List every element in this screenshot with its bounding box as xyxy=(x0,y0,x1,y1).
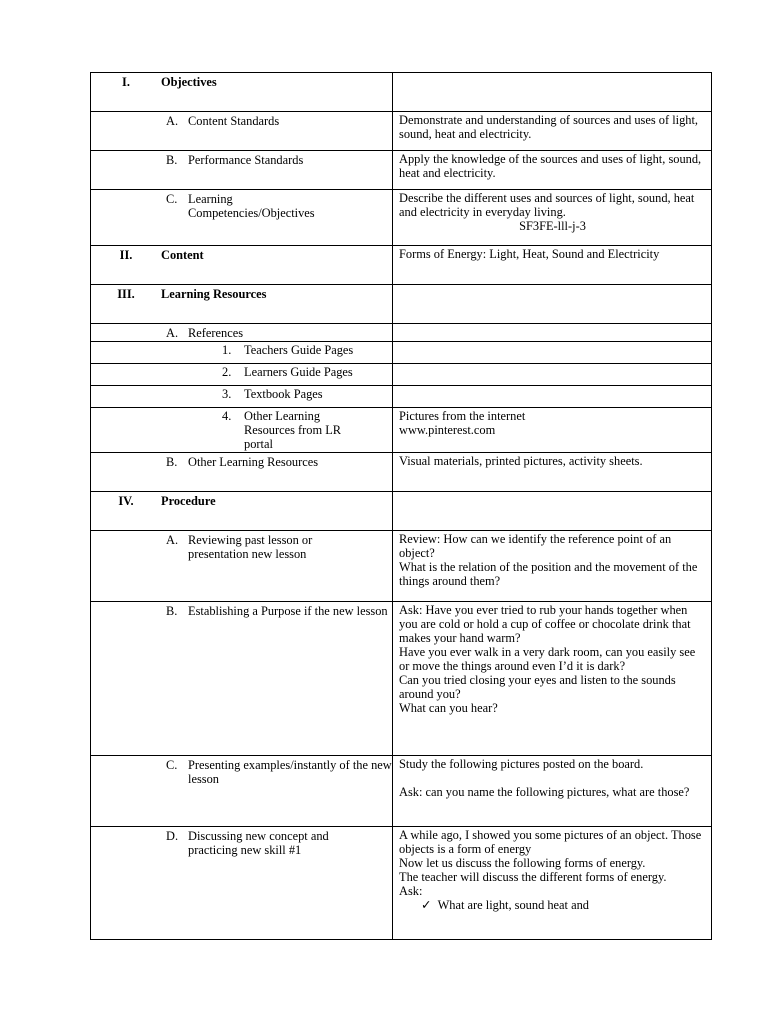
value-text: Ask: Have you ever tried to rub your hands together when you are cold or hold a cup of coffee or chocolate drink that makes your hand warm? xyxy=(399,603,691,645)
procedure-header-cell xyxy=(91,492,393,531)
item-label: Teachers Guide Pages xyxy=(244,343,354,357)
table-row xyxy=(91,531,712,602)
item-number: 2. xyxy=(222,365,232,379)
section-title: Content xyxy=(161,248,204,262)
section-title: Learning Resources xyxy=(161,287,267,301)
table-row xyxy=(91,602,712,756)
item-letter: B. xyxy=(166,455,178,469)
table-row xyxy=(91,386,712,408)
label-cell xyxy=(91,827,393,940)
value-text: Ask: xyxy=(399,884,423,898)
spacer xyxy=(399,771,706,785)
label-cell xyxy=(91,324,393,342)
section-title: Procedure xyxy=(161,494,216,508)
value-cell xyxy=(393,190,712,246)
value-text: Review: How can we identify the reference point of an object? xyxy=(399,532,672,560)
empty-cell xyxy=(393,342,712,364)
value-text: www.pinterest.com xyxy=(399,423,496,437)
value-text: Can you tried closing your eyes and listen to the sounds around you? xyxy=(399,673,676,701)
item-letter: A. xyxy=(166,326,179,340)
item-letter: D. xyxy=(166,829,179,843)
value-text: Study the following pictures posted on the board. xyxy=(399,757,644,771)
item-label: Content Standards xyxy=(188,114,280,128)
item-label: Performance Standards xyxy=(188,153,304,167)
value-cell: Forms of Energy: Light, Heat, Sound and Electricity xyxy=(393,246,712,285)
value-cell: Visual materials, printed pictures, activity sheets. xyxy=(393,453,712,492)
value-cell xyxy=(393,602,712,756)
value-cell xyxy=(393,756,712,827)
empty-cell xyxy=(393,492,712,531)
checklist-item xyxy=(399,898,706,912)
section-number: IV. xyxy=(118,494,134,508)
label-cell xyxy=(91,112,393,151)
resources-header-cell xyxy=(91,285,393,324)
table-row xyxy=(91,324,712,342)
section-number: I. xyxy=(122,75,130,89)
table-row xyxy=(91,112,712,151)
competency-code: SF3FE-lll-j-3 xyxy=(519,219,586,233)
value-cell: Apply the knowledge of the sources and uses of light, sound, heat and electricity. xyxy=(393,151,712,190)
item-label: Establishing a Purpose if the new lesson xyxy=(188,604,388,618)
item-letter: B. xyxy=(166,153,178,167)
table-row xyxy=(91,151,712,190)
table-row xyxy=(91,492,712,531)
item-number: 4. xyxy=(222,409,232,423)
section-title: Objectives xyxy=(161,75,217,89)
item-number: 3. xyxy=(222,387,232,401)
section-number: II. xyxy=(119,248,133,262)
value-text: Have you ever walk in a very dark room, can you easily see or move the things around even I’d it is dark? xyxy=(399,645,696,673)
value-cell: Demonstrate and understanding of sources and uses of light, sound, heat and electricity. xyxy=(393,112,712,151)
value-text: Now let us discuss the following forms of energy. xyxy=(399,856,646,870)
value-text: Pictures from the internet xyxy=(399,409,526,423)
item-label: Other Learning Resources xyxy=(188,455,319,469)
table-row xyxy=(91,246,712,285)
item-label: Presenting examples/instantly of the new lesson xyxy=(188,758,392,786)
label-cell xyxy=(91,453,393,492)
item-label: Discussing new concept and practicing new skill #1 xyxy=(188,829,329,857)
empty-cell xyxy=(393,364,712,386)
item-label: Other Learning Resources from LR portal xyxy=(244,409,342,451)
objectives-header-cell xyxy=(91,73,393,112)
item-label: Reviewing past lesson or presentation new lesson xyxy=(188,533,313,561)
value-text: What is the relation of the position and the movement of the things around them? xyxy=(399,560,698,588)
item-label: References xyxy=(188,326,244,340)
value-cell xyxy=(393,827,712,940)
label-cell xyxy=(91,408,393,453)
label-cell xyxy=(91,531,393,602)
content-header-cell xyxy=(91,246,393,285)
value-cell xyxy=(393,531,712,602)
item-letter: C. xyxy=(166,192,178,206)
label-cell xyxy=(91,342,393,364)
table-row xyxy=(91,285,712,324)
label-cell xyxy=(91,756,393,827)
item-label: Textbook Pages xyxy=(244,387,323,401)
item-number: 1. xyxy=(222,343,232,357)
table-row xyxy=(91,827,712,940)
label-cell xyxy=(91,151,393,190)
section-number: III. xyxy=(117,287,135,301)
value-cell xyxy=(393,408,712,453)
table-row xyxy=(91,408,712,453)
table-row xyxy=(91,73,712,112)
item-label: Learners Guide Pages xyxy=(244,365,353,379)
table-row xyxy=(91,364,712,386)
item-label: Learning Competencies/Objectives xyxy=(188,192,315,220)
label-cell xyxy=(91,602,393,756)
value-text: A while ago, I showed you some pictures of an object. Those objects is a form of energy xyxy=(399,828,702,856)
item-letter: A. xyxy=(166,114,179,128)
label-cell xyxy=(91,364,393,386)
value-text: The teacher will discuss the different forms of energy. xyxy=(399,870,667,884)
empty-cell xyxy=(393,324,712,342)
item-letter: C. xyxy=(166,758,178,772)
label-cell xyxy=(91,190,393,246)
value-text: Describe the different uses and sources of light, sound, heat and electricity in everyday living. xyxy=(399,191,695,219)
item-letter: B. xyxy=(166,604,178,618)
empty-cell xyxy=(393,285,712,324)
table-row xyxy=(91,756,712,827)
value-text: Ask: can you name the following pictures, what are those? xyxy=(399,785,690,799)
item-letter: A. xyxy=(166,533,179,547)
table-row xyxy=(91,190,712,246)
empty-cell xyxy=(393,73,712,112)
table-row xyxy=(91,453,712,492)
value-text: What can you hear? xyxy=(399,701,498,715)
value-text: What are light, sound heat and xyxy=(437,898,589,912)
table-row xyxy=(91,342,712,364)
lesson-plan-table xyxy=(90,72,712,940)
empty-cell xyxy=(393,386,712,408)
label-cell xyxy=(91,386,393,408)
check-icon: ✓ xyxy=(421,898,432,912)
